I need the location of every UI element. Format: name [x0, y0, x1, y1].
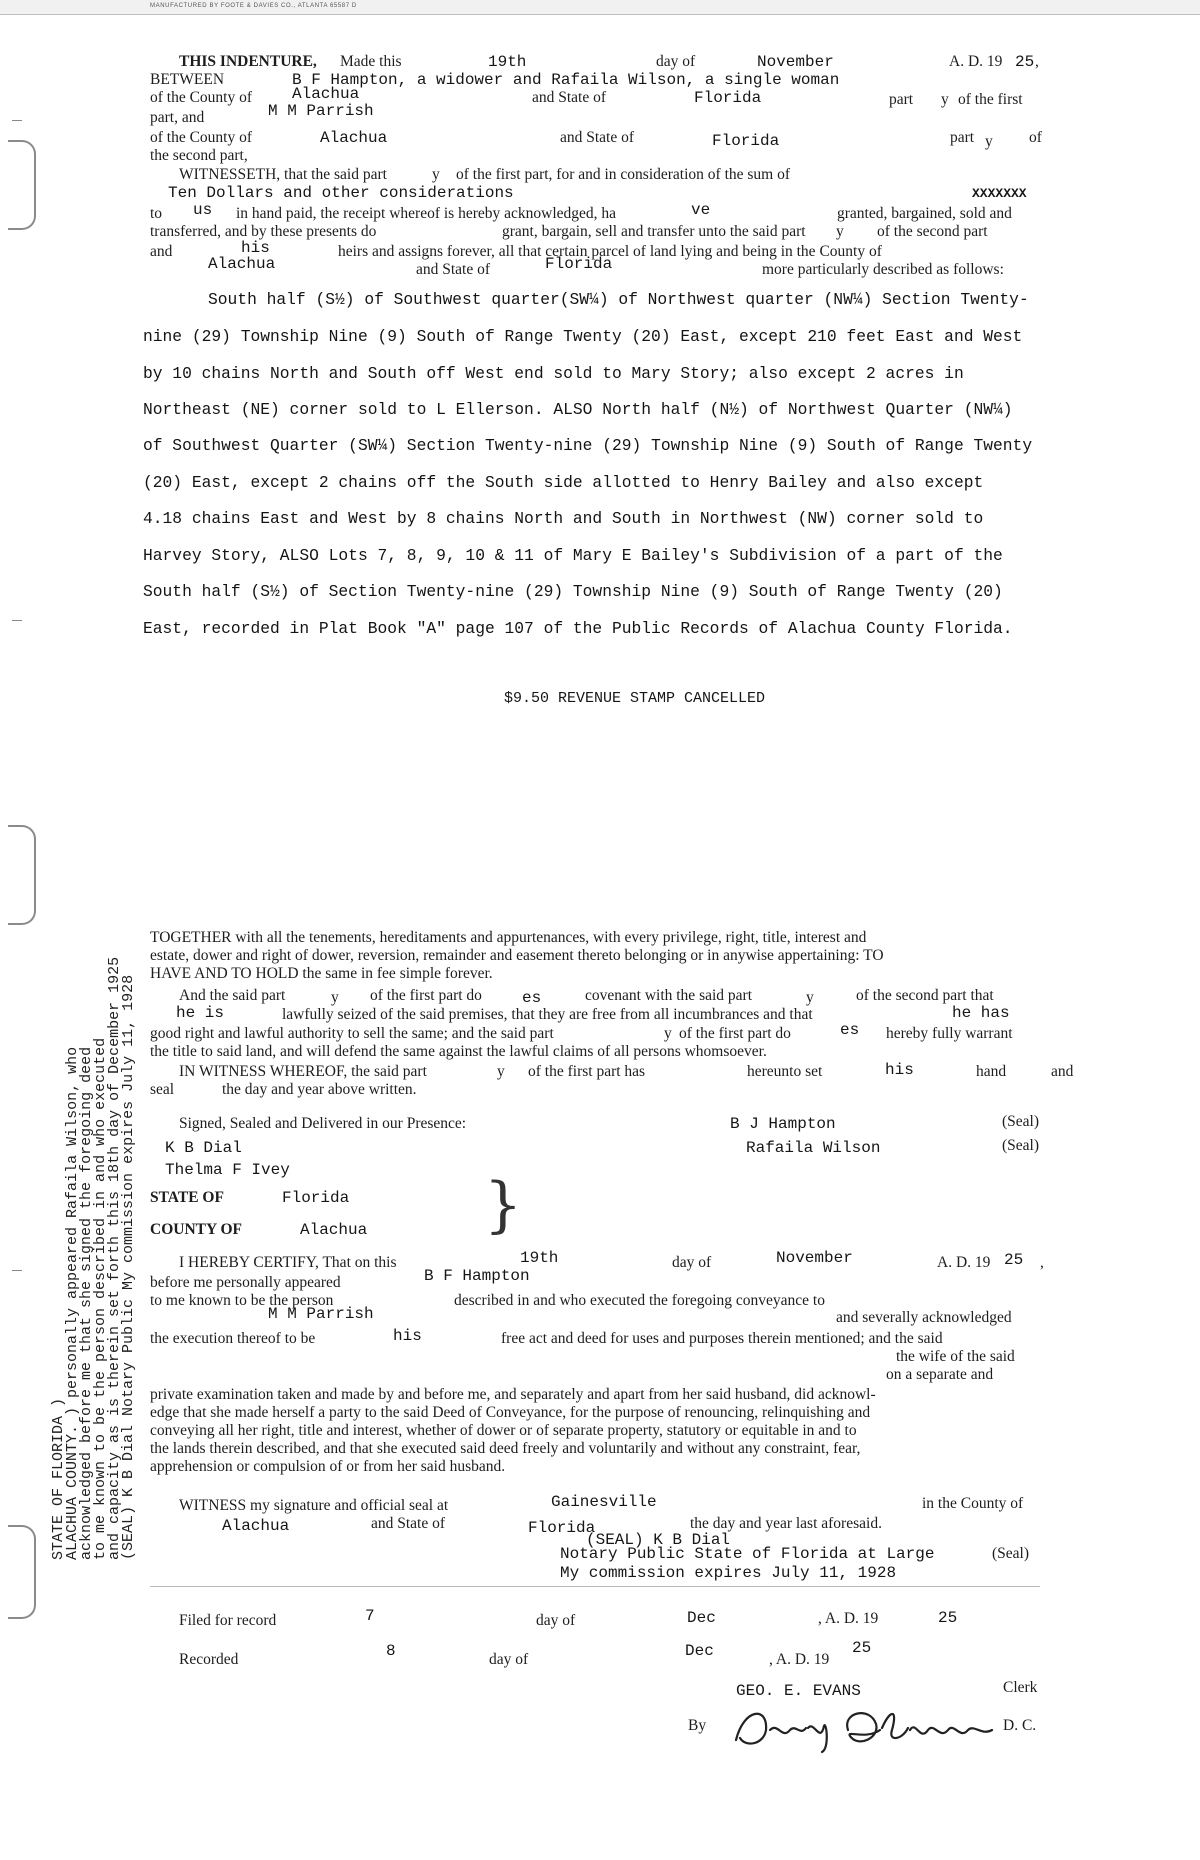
- second-party-county: Alachua: [320, 129, 388, 147]
- margin-note-line: and capacity as is therein set forth this 18th day of December 1925: [106, 956, 123, 1560]
- certify-text: I HEREBY CERTIFY, That on this: [179, 1254, 397, 1271]
- ack-county-2: Alachua: [222, 1517, 290, 1535]
- habendum-line: HAVE AND TO HOLD the same in fee simple forever.: [150, 965, 493, 982]
- party-suffix: y: [985, 133, 993, 150]
- covenant-suffix: y: [331, 989, 339, 1006]
- filed-ad-label: , A. D. 19: [818, 1610, 879, 1627]
- clerk-label: Clerk: [1003, 1679, 1038, 1696]
- covenant-text: of the first part do: [370, 987, 482, 1004]
- ack-line: apprehension or compulsion of or from her said husband.: [150, 1458, 506, 1475]
- margin-note-line: acknowledged before me that she signed the foregoing deed: [78, 1046, 95, 1560]
- filing-divider: [150, 1586, 1040, 1587]
- indenture-day: 19th: [488, 53, 527, 71]
- covenant-does-suffix: es: [840, 1021, 860, 1039]
- ack-day-of-label: day of: [672, 1254, 712, 1271]
- legal-line: by 10 chains North and South off West end sold to Mary Story; also except 2 acres in: [143, 364, 964, 383]
- covenant-suffix: y: [806, 989, 814, 1006]
- state-of-label: STATE OF: [150, 1189, 224, 1206]
- ack-line: the lands therein described, and that she executed said deed freely and voluntarily and without any constraint, fear,: [150, 1440, 861, 1457]
- ack-month: November: [776, 1249, 853, 1267]
- day-of-label: day of: [656, 53, 696, 70]
- recorded-day: 8: [386, 1642, 396, 1660]
- in-county-label: in the County of: [922, 1495, 1024, 1512]
- heirs-text: heirs and assigns forever, all that certain parcel of land lying and being in the County of: [338, 243, 882, 260]
- of-county-label-2: of the County of: [150, 129, 253, 146]
- county-of-label: COUNTY OF: [150, 1221, 242, 1238]
- legal-line: Harvey Story, ALSO Lots 7, 8, 9, 10 & 11 of Mary E Bailey's Subdivision of a part of the: [143, 546, 1003, 565]
- part-label: part: [889, 91, 914, 108]
- made-this-label: Made this: [340, 53, 402, 70]
- covenant-does-suffix: es: [522, 989, 542, 1007]
- notary-title: Notary Public State of Florida at Large: [560, 1545, 935, 1563]
- separate-text: on a separate and: [886, 1366, 994, 1383]
- his-heirs-pronoun: his: [241, 239, 270, 257]
- he-is-fill: he is: [176, 1004, 225, 1022]
- wife-text: the wife of the said: [896, 1348, 1015, 1365]
- ack-place: Gainesville: [551, 1493, 657, 1511]
- between-label: BETWEEN: [150, 71, 225, 88]
- ack-grantee: M M Parrish: [268, 1305, 374, 1323]
- in-witness-his: his: [885, 1061, 914, 1079]
- witness-signature: Thelma F Ivey: [165, 1161, 290, 1179]
- second-party-state: Florida: [712, 132, 780, 150]
- witnesseth-rest: of the first part, for and in consideration of the sum of: [456, 166, 791, 183]
- filed-day: 7: [365, 1607, 375, 1625]
- seal-label: seal: [150, 1081, 175, 1098]
- witnesseth-suffix: y: [432, 166, 440, 183]
- in-witness-text: IN WITNESS WHEREOF, the said part: [179, 1063, 427, 1080]
- ack-line: private examination taken and made by and before me, and separately and apart from her said husband, did acknowl-: [150, 1386, 876, 1403]
- have-suffix: ve: [691, 201, 711, 219]
- of-the-first-label: of the first: [958, 91, 1023, 108]
- party-label: part: [950, 129, 975, 146]
- indenture-year: 25: [1015, 53, 1035, 71]
- filed-year: 25: [938, 1609, 958, 1627]
- revenue-stamp-note: $9.50 REVENUE STAMP CANCELLED: [504, 690, 766, 707]
- and-state-label: and State of: [532, 89, 607, 106]
- grantor-signature: Rafaila Wilson: [746, 1139, 881, 1157]
- covenant-text: And the said part: [179, 987, 286, 1004]
- and-label-2: and: [1051, 1063, 1074, 1080]
- severally-text: and severally acknowledged: [836, 1309, 1012, 1326]
- recorded-year: 25: [852, 1639, 872, 1657]
- manufacturer-line: MANUFACTURED BY FOOTE & DAVIES CO., ATLANTA 65587 D: [150, 3, 357, 9]
- covenant-text: of the second part that: [856, 987, 994, 1004]
- page-top-edge: [0, 0, 1200, 15]
- margin-note-line: STATE OF FLORIDA ): [50, 1397, 67, 1560]
- legal-line: South half (S½) of Southwest quarter(SW¼) of Northwest quarter (NW¼) Section Twenty-: [208, 290, 1029, 309]
- he-has-fill: he has: [952, 1004, 1010, 1022]
- first-party-county: Alachua: [292, 85, 360, 103]
- notary-seal-signature: (SEAL) K B Dial: [586, 1531, 731, 1549]
- registration-mark-icon: [12, 620, 22, 621]
- appeared-name: B F Hampton: [424, 1267, 530, 1285]
- habendum-line: estate, dower and right of dower, reversion, remainder and easement thereto belonging or in anywise appertaining: TO: [150, 947, 884, 964]
- filed-label: Filed for record: [179, 1612, 277, 1629]
- deputy-clerk-signature: [730, 1700, 1030, 1758]
- seal-mark: (Seal): [1002, 1137, 1040, 1154]
- year-comma: ,: [1035, 53, 1039, 70]
- second-part-end: of the second part: [877, 223, 988, 240]
- described-text-2: described in and who executed the foregoing conveyance to: [454, 1292, 825, 1309]
- parcel-state: Florida: [545, 255, 613, 273]
- binder-hole-icon: [8, 825, 36, 925]
- indenture-month: November: [757, 53, 834, 71]
- covenant-text: good right and lawful authority to sell the same; and the said part: [150, 1025, 554, 1042]
- margin-note-line: to me known to be the person described in and who executed: [92, 1037, 109, 1560]
- habendum-line: TOGETHER with all the tenements, hereditaments and appurtenances, with every privilege, right, title, interest and: [150, 929, 867, 946]
- ack-county: Alachua: [300, 1221, 368, 1239]
- signed-sealed-label: Signed, Sealed and Delivered in our Presence:: [179, 1115, 467, 1132]
- filed-month: Dec: [687, 1609, 716, 1627]
- witness-sig-text: WITNESS my signature and official seal at: [179, 1497, 449, 1514]
- ack-state: Florida: [282, 1189, 350, 1207]
- ack-year: 25: [1004, 1251, 1024, 1269]
- ack-ad-label: A. D. 19: [937, 1254, 991, 1271]
- day-year-text: the day and year above written.: [222, 1081, 417, 1098]
- covenant-text: hereby fully warrant: [886, 1025, 1013, 1042]
- first-party-names: B F Hampton, a widower and Rafaila Wilson, a single woman: [292, 71, 840, 89]
- legal-line: 4.18 chains East and West by 8 chains North and South in Northwest (NW) corner sold to: [143, 509, 984, 528]
- second-part-label: the second part,: [150, 147, 248, 164]
- parcel-county: Alachua: [208, 255, 276, 273]
- execution-text: the execution thereof to be: [150, 1330, 316, 1347]
- by-label: By: [688, 1717, 707, 1734]
- notary-seal-mark: (Seal): [992, 1545, 1030, 1562]
- grant-bargain-text: grant, bargain, sell and transfer unto the said part: [502, 223, 806, 240]
- legal-line: Northeast (NE) corner sold to L Ellerson. ALSO North half (N½) of Northwest Quarter (NW¼): [143, 400, 1013, 419]
- recorded-ad-label: , A. D. 19: [769, 1651, 830, 1668]
- part-and-label: part, and: [150, 109, 205, 126]
- in-witness-text: of the first part has: [528, 1063, 646, 1080]
- ack-line: edge that she made herself a party to the said Deed of Conveyance, for the purpose of renouncing, relinquishing and: [150, 1404, 871, 1421]
- and-state-label-2: and State of: [560, 129, 635, 146]
- transfer-suffix: y: [836, 223, 844, 240]
- dc-label: D. C.: [1003, 1717, 1037, 1734]
- in-witness-text: hereunto set: [747, 1063, 823, 1080]
- witness-signature: K B Dial: [165, 1139, 242, 1157]
- to-party: us: [193, 201, 213, 219]
- transferred-text: transferred, and by these presents do: [150, 223, 377, 240]
- hand-label: hand: [976, 1063, 1007, 1080]
- legal-line: nine (29) Township Nine (9) South of Range Twenty (20) East, except 210 feet East and West: [143, 327, 1023, 346]
- granted-text: granted, bargained, sold and: [837, 205, 1012, 222]
- before-me-text: before me personally appeared: [150, 1274, 341, 1291]
- and-state-label-4: and State of: [371, 1515, 446, 1532]
- seal-mark: (Seal): [1002, 1113, 1040, 1130]
- registration-mark-icon: [12, 1270, 22, 1271]
- ack-day: 19th: [520, 1249, 559, 1267]
- struck-out-text: XXXXXXX: [972, 186, 1027, 201]
- margin-note-line: ALACHUA COUNTY. ) personally appeared Rafaila Wilson, who: [64, 1046, 81, 1560]
- and-label: and: [150, 243, 173, 260]
- grantor-signature: B J Hampton: [730, 1115, 836, 1133]
- of-county-label: of the County of: [150, 89, 253, 106]
- margin-note-line: (SEAL) K B Dial Notary Public My commission expires July 11, 1928: [120, 974, 137, 1560]
- filed-day-of-label: day of: [536, 1612, 576, 1629]
- to-label: to: [150, 205, 163, 222]
- consideration-text: Ten Dollars and other considerations: [168, 184, 514, 202]
- legal-line: (20) East, except 2 chains off the South side allotted to Henry Bailey and also except: [143, 473, 984, 492]
- ad-label: A. D. 19: [949, 53, 1003, 70]
- witnesseth-text: WITNESSETH, that the said part: [179, 166, 387, 183]
- recorded-label: Recorded: [179, 1651, 239, 1668]
- recorded-day-of-label: day of: [489, 1651, 529, 1668]
- clerk-name: GEO. E. EVANS: [736, 1682, 861, 1700]
- covenant-text: of the first part do: [679, 1025, 791, 1042]
- ack-year-comma: ,: [1040, 1254, 1044, 1271]
- legal-line: South half (S½) of Section Twenty-nine (29) Township Nine (9) South of Range Twenty (20): [143, 582, 1003, 601]
- free-act-text: free act and deed for uses and purposes therein mentioned; and the said: [501, 1330, 943, 1347]
- covenant-text: the title to said land, and will defend the same against the lawful claims of all persons whomsoever.: [150, 1043, 767, 1060]
- of-label: of: [1029, 129, 1042, 146]
- commission-expires: My commission expires July 11, 1928: [560, 1564, 897, 1582]
- second-party-name: M M Parrish: [268, 102, 374, 120]
- known-text: to me known to be the person: [150, 1292, 334, 1309]
- covenant-text: covenant with the said part: [585, 987, 753, 1004]
- registration-mark-icon: [12, 120, 22, 121]
- and-state-label-3: and State of: [416, 261, 491, 278]
- binder-hole-icon: [8, 140, 36, 230]
- margin-acknowledgment-note: [50, 740, 137, 1570]
- recorded-month: Dec: [685, 1642, 714, 1660]
- this-indenture-heading: THIS INDENTURE,: [179, 53, 317, 70]
- first-party-state: Florida: [694, 89, 762, 107]
- ack-his: his: [393, 1327, 422, 1345]
- hand-paid-text: in hand paid, the receipt whereof is hereby acknowledged, ha: [236, 205, 617, 222]
- covenant-suffix: y: [664, 1025, 672, 1042]
- brace-icon: }: [484, 1170, 523, 1240]
- legal-line: of Southwest Quarter (SW¼) Section Twenty-nine (29) Township Nine (9) South of Range Twenty: [143, 436, 1033, 455]
- in-witness-suffix: y: [497, 1063, 505, 1080]
- binder-hole-icon: [8, 1525, 36, 1619]
- legal-line: East, recorded in Plat Book "A" page 107 of the Public Records of Alachua County Florida.: [143, 619, 1013, 638]
- described-text: more particularly described as follows:: [762, 261, 1004, 278]
- part-suffix: y: [941, 91, 949, 108]
- covenant-text: lawfully seized of the said premises, that they are free from all incumbrances and that: [282, 1006, 813, 1023]
- ack-state-2: Florida: [528, 1519, 596, 1537]
- ack-line: conveying all her right, title and interest, whether of dower or of separate property, statutory or equitable in and to: [150, 1422, 857, 1439]
- day-year-last-text: the day and year last aforesaid.: [690, 1515, 882, 1532]
